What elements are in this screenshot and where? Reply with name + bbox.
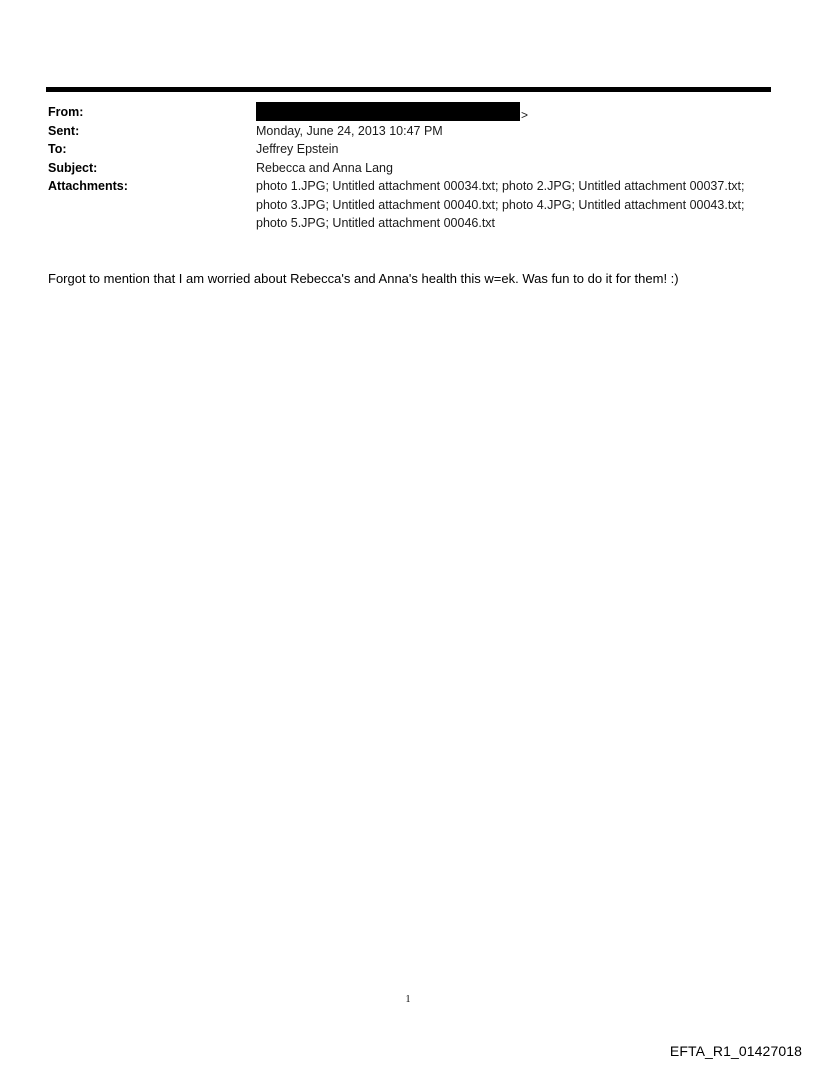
- attachments-label: Attachments:: [48, 179, 128, 193]
- from-suffix: >: [521, 108, 529, 122]
- to-value: Jeffrey Epstein: [256, 142, 339, 156]
- subject-row: [48, 159, 748, 178]
- attachments-value: photo 1.JPG; Untitled attachment 00034.txt; photo 2.JPG; Untitled attachment 00037.txt; photo 3.JPG; Untitled attachment 00040.txt; photo 4.JPG; Untitled attachment 00043.txt; photo 5.JPG; Untitled attachment 00046.txt: [256, 179, 745, 230]
- sent-label: Sent:: [48, 123, 80, 138]
- sent-value: Monday, June 24, 2013 10:47 PM: [256, 123, 443, 138]
- page-number: 1: [405, 994, 411, 1005]
- from-row: [48, 103, 748, 122]
- from-label: From:: [48, 105, 84, 119]
- to-label: To:: [48, 142, 67, 156]
- redaction-block: [256, 102, 520, 121]
- to-row: [48, 140, 748, 159]
- header-divider-rule: [46, 87, 771, 92]
- sent-row: [48, 122, 748, 141]
- email-header-block: [48, 103, 748, 233]
- attachments-row: [48, 177, 748, 233]
- from-value: [256, 103, 748, 122]
- document-id: EFTA_R1_01427018: [669, 1043, 802, 1059]
- subject-label: Subject:: [48, 160, 98, 175]
- subject-value: Rebecca and Anna Lang: [256, 160, 393, 175]
- email-body: Forgot to mention that I am worried about Rebecca's and Anna's health this w=ek. Was fun to do it for them! :): [48, 271, 679, 286]
